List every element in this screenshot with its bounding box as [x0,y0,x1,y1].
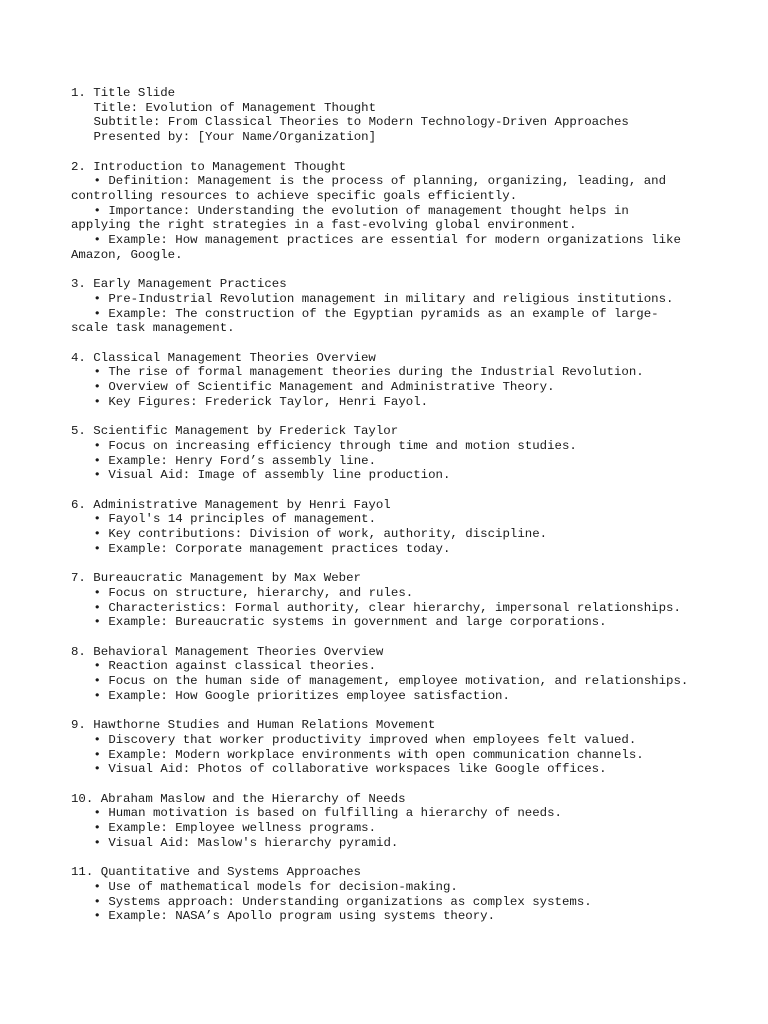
bullet-item: • Example: Bureaucratic systems in government and large corporations. [93,615,607,630]
bullet-item: • Systems approach: Understanding organizations as complex systems. [93,894,592,909]
outline-section [71,160,711,263]
section-heading: 6. Administrative Management by Henri Fayol [71,497,391,512]
bullet-item: • Pre-Industrial Revolution management in military and religious institutions. [93,291,674,306]
bullet-item: • Visual Aid: Photos of collaborative workspaces like Google offices. [93,762,607,777]
section-heading: 3. Early Management Practices [71,277,287,292]
outline-section [71,645,711,704]
bullet-item: • Example: How Google prioritizes employee satisfaction. [93,688,510,703]
bullet-item: • Example: The construction of the Egyptian pyramids as an example of large- [93,306,659,321]
detail-line: Subtitle: From Classical Theories to Modern Technology-Driven Approaches [93,115,629,130]
outline-section [71,571,711,630]
wrapped-line: applying the right strategies in a fast-evolving global environment. [71,218,577,233]
bullet-item: • The rise of formal management theories during the Industrial Revolution. [93,365,644,380]
bullet-item: • Example: How management practices are essential for modern organizations like [93,233,681,248]
bullet-item: • Reaction against classical theories. [93,659,377,674]
bullet-item: • Example: Henry Ford’s assembly line. [93,453,377,468]
outline-section [71,792,711,851]
bullet-item: • Importance: Understanding the evolution of management thought helps in [93,203,629,218]
outline-section [71,86,711,145]
bullet-item: • Example: Employee wellness programs. [93,821,377,836]
detail-line: Presented by: [Your Name/Organization] [93,130,377,145]
section-heading: 1. Title Slide [71,86,176,100]
bullet-item: • Key Figures: Frederick Taylor, Henri Fayol. [93,394,429,409]
wrapped-line: scale task management. [71,321,235,336]
bullet-item: • Use of mathematical models for decision-making. [93,879,458,894]
bullet-item: • Focus on increasing efficiency through time and motion studies. [93,438,577,453]
bullet-item: • Key contributions: Division of work, authority, discipline. [93,527,548,542]
wrapped-line: Amazon, Google. [71,247,183,262]
outline-section [71,351,711,410]
detail-line: Title: Evolution of Management Thought [93,100,377,115]
bullet-item: • Definition: Management is the process of planning, organizing, leading, and [93,174,667,189]
bullet-item: • Characteristics: Formal authority, clear hierarchy, impersonal relationships. [93,600,681,615]
section-heading: 4. Classical Management Theories Overview [71,350,376,365]
section-heading: 5. Scientific Management by Frederick Taylor [71,424,399,439]
bullet-item: • Visual Aid: Image of assembly line production. [93,468,451,483]
section-heading: 2. Introduction to Management Thought [71,159,347,174]
section-heading: 9. Hawthorne Studies and Human Relations Movement [71,718,436,733]
bullet-item: • Overview of Scientific Management and Administrative Theory. [93,380,555,395]
section-heading: 11. Quantitative and Systems Approaches [71,865,361,880]
bullet-item: • Visual Aid: Maslow's hierarchy pyramid. [93,835,399,850]
outline-section [71,865,711,924]
bullet-item: • Discovery that worker productivity improved when employees felt valued. [93,732,637,747]
outline-section [71,718,711,777]
wrapped-line: controlling resources to achieve specific goals efficiently. [71,188,518,203]
bullet-item: • Focus on structure, hierarchy, and rules. [93,585,414,600]
outline-section [71,277,711,336]
bullet-item: • Example: Corporate management practices today. [93,541,451,556]
bullet-item: • Focus on the human side of management, employee motivation, and relationships. [93,674,689,689]
outline-section [71,424,711,483]
document-page [71,86,711,939]
bullet-item: • Example: Modern workplace environments with open communication channels. [93,747,644,762]
outline-section [71,498,711,557]
bullet-item: • Fayol's 14 principles of management. [93,512,377,527]
section-heading: 8. Behavioral Management Theories Overview [71,644,384,659]
bullet-item: • Example: NASA’s Apollo program using systems theory. [93,909,496,924]
section-heading: 7. Bureaucratic Management by Max Weber [71,571,361,586]
section-heading: 10. Abraham Maslow and the Hierarchy of Needs [71,791,406,806]
bullet-item: • Human motivation is based on fulfilling a hierarchy of needs. [93,806,562,821]
